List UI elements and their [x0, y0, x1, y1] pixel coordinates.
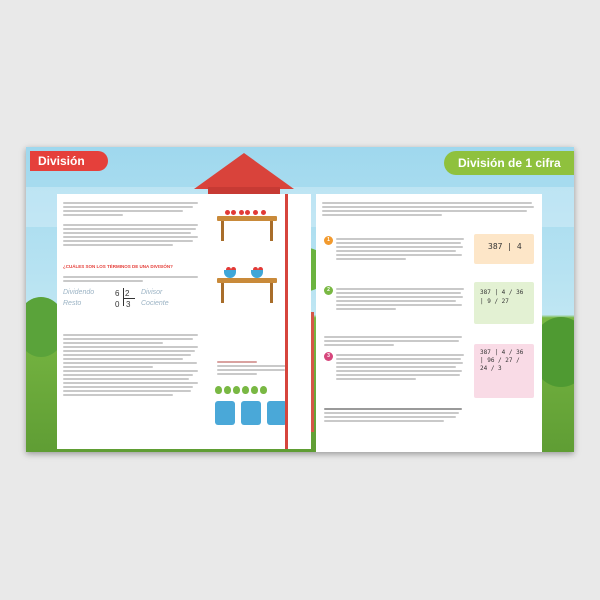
- intro-paragraph-right: [322, 200, 536, 218]
- bags: [215, 401, 305, 431]
- step-3-badge: 3: [324, 352, 333, 361]
- left-page: [57, 194, 311, 449]
- step-1-division: 387 | 4: [488, 242, 522, 251]
- step-1-box: [474, 234, 534, 264]
- dividend-value: 6: [115, 289, 120, 298]
- pears-row: [215, 386, 305, 396]
- label-resto: Resto: [63, 300, 82, 307]
- chapter-title: División: [30, 151, 108, 171]
- pears-caption: [217, 359, 307, 377]
- right-page: [316, 194, 542, 452]
- terms-heading: ¿CUÁLES SON LOS TÉRMINOS DE UNA DIVISIÓN?: [63, 264, 173, 269]
- step-3-text: [336, 352, 466, 382]
- step-2-box: [474, 282, 534, 324]
- step-2-badge: 2: [324, 286, 333, 295]
- continue-paragraph: [324, 334, 464, 348]
- label-divisor: Divisor: [141, 289, 163, 296]
- step-2-text: [336, 286, 466, 312]
- step-3-box: [474, 344, 534, 398]
- intro-paragraph: [63, 200, 203, 248]
- terms-explanation-list: [63, 332, 203, 398]
- step-2-division: 387 | 4 / 36 | 9 / 27: [480, 289, 524, 305]
- terms-intro: [63, 274, 203, 284]
- step-1-text: [336, 236, 466, 262]
- page-divider: [285, 194, 288, 449]
- table-with-bowls: [217, 266, 277, 306]
- step-1-badge: 1: [324, 236, 333, 245]
- label-dividendo: Dividendo: [63, 289, 95, 296]
- label-cociente: Cociente: [141, 300, 169, 307]
- book-spread: [26, 147, 574, 452]
- division-terms-diagram: [63, 289, 213, 319]
- table-with-apples-top: [217, 204, 277, 244]
- remainder-value: 0: [115, 300, 120, 309]
- section-title: División de 1 cifra: [444, 151, 574, 175]
- step-3-division: 387 | 4 / 36 | 96 / 27 / 24 / 3: [480, 349, 524, 372]
- divisor-value: 2: [125, 289, 130, 298]
- quotient-value: 3: [126, 300, 131, 309]
- final-paragraph: [324, 406, 464, 424]
- tent-roof: [194, 153, 294, 189]
